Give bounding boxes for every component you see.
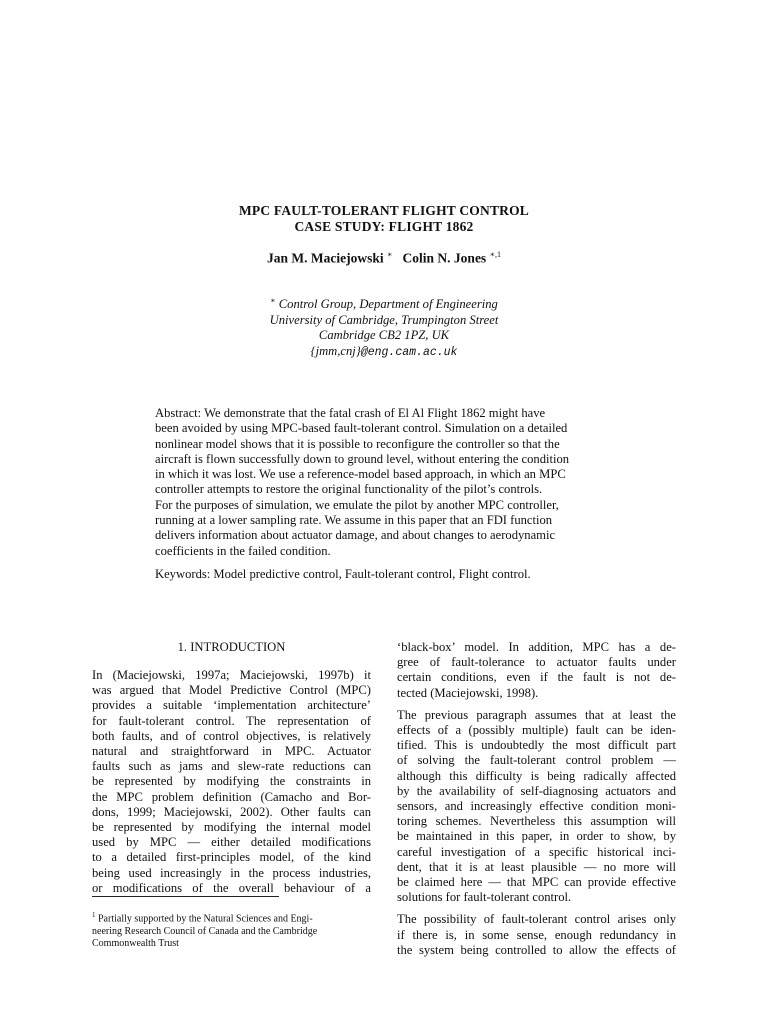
body-line: gree of fault-tolerance to actuator faults under bbox=[397, 655, 676, 670]
right-column-text bbox=[397, 640, 676, 958]
body-line: be represented by modifying the constraints in bbox=[92, 774, 371, 789]
body-line: tified. This is undoubtedly the most difficult part bbox=[397, 738, 676, 753]
author-name: Jan M. Maciejowski bbox=[267, 250, 384, 266]
abstract-line: controller attempts to restore the original functionality of the pilot’s controls. bbox=[155, 482, 543, 497]
abstract-line: in which it was lost. We use a reference-model based approach, in which an MPC bbox=[155, 467, 566, 482]
abstract-line: For the purposes of simulation, we emulate the pilot by another MPC controller, bbox=[155, 497, 559, 512]
abstract-line: running at a lower sampling rate. We assume in this paper that an FDI function bbox=[155, 513, 553, 528]
body-line: In (Maciejowski, 1997a; Maciejowski, 1997b) it bbox=[92, 668, 371, 682]
author-affiliation-mark: ∗ bbox=[386, 250, 393, 259]
abstract-line: Abstract: We demonstrate that the fatal crash of El Al Flight 1862 might have bbox=[155, 406, 546, 420]
body-line: both faults, and of control objectives, is relatively bbox=[92, 728, 371, 743]
title-line-2: CASE STUDY: FLIGHT 1862 bbox=[294, 219, 474, 234]
footnote-line: $^1$ Partially supported by the Natural Sciences and Engi- bbox=[92, 911, 313, 925]
footnote-mark: 1 bbox=[92, 911, 96, 919]
body-line: being used increasingly in the process industries, bbox=[92, 865, 371, 880]
body-line: be maintained in this paper, in order to show, by bbox=[397, 829, 676, 844]
affiliation-block bbox=[0, 293, 768, 360]
abstract-line: coefficients in the failed condition. bbox=[155, 543, 331, 558]
section-heading: 1. INTRODUCTION bbox=[177, 640, 286, 654]
author-name: Colin N. Jones bbox=[402, 250, 487, 266]
body-line: the system being controlled to allow the effects of bbox=[397, 942, 676, 957]
footnote bbox=[92, 909, 371, 951]
body-line: dent, that it is at least plausible — no more will bbox=[397, 859, 676, 874]
body-line: if there is, in some sense, enough redundancy in bbox=[397, 927, 676, 942]
author-affiliation-mark: ∗,1 bbox=[489, 250, 501, 259]
abstract-line: nonlinear model shows that it is possible to reconfigure the controller so that the bbox=[155, 436, 560, 451]
body-line: be claimed here — that MPC can provide effective bbox=[397, 875, 676, 890]
abstract bbox=[155, 406, 613, 559]
body-line: of solving the fault-tolerant control problem — bbox=[397, 753, 676, 768]
abstract-line: delivers information about actuator damage, and about changes to aerodynamic bbox=[155, 528, 556, 543]
footnote-divider bbox=[92, 896, 279, 897]
body-line: dons, 1999; Maciejowski, 2002). Other faults can bbox=[92, 804, 371, 819]
author-list bbox=[0, 250, 768, 267]
body-line: sensors, and increasingly effective condition moni- bbox=[397, 799, 676, 814]
email-address: {jmm,cnj}@eng.cam.ac.uk bbox=[310, 343, 458, 359]
paragraph bbox=[397, 708, 676, 906]
affiliation-line: ∗ Control Group, Department of Engineering bbox=[270, 296, 498, 312]
body-line: by the availability of self-diagnosing actuators and bbox=[397, 783, 676, 798]
affiliation-line: Cambridge CB2 1PZ, UK bbox=[318, 328, 450, 343]
body-line: although this difficulty is being radically affected bbox=[397, 768, 676, 783]
body-line: the MPC problem definition (Camacho and Bor- bbox=[92, 789, 371, 804]
body-line: provides a suitable ‘implementation architecture’ bbox=[92, 698, 371, 713]
body-line: was argued that Model Predictive Control (MPC) bbox=[92, 683, 371, 698]
paper-title bbox=[0, 203, 768, 235]
left-column-text bbox=[92, 668, 371, 896]
body-line: be represented by modifying the internal model bbox=[92, 820, 371, 835]
body-line: for fault-tolerant control. The representation of bbox=[92, 713, 371, 728]
body-line: careful investigation of a specific historical inci- bbox=[397, 844, 676, 859]
body-line: solutions for fault-tolerant control. bbox=[397, 890, 572, 905]
abstract-line: been avoided by using MPC-based fault-tolerant control. Simulation on a detailed bbox=[155, 421, 568, 436]
body-line: toring schemes. Nevertheless this assumption will bbox=[397, 814, 676, 829]
body-line: or modifications of the overall behaviour of a bbox=[92, 880, 371, 895]
body-line: tected (Maciejowski, 1998). bbox=[397, 685, 539, 700]
abstract-line: aircraft is flown successfully down to ground level, without entering the condition bbox=[155, 451, 570, 466]
body-line: The possibility of fault-tolerant control arises only bbox=[397, 912, 676, 927]
affiliation-mark: ∗ bbox=[270, 296, 276, 305]
footnote-line: neering Research Council of Canada and the Cambridge bbox=[92, 925, 318, 937]
body-line: to a detailed first-principles model, of the kind bbox=[92, 850, 371, 865]
footnote-line: Commonwealth Trust bbox=[92, 938, 179, 950]
title-line-1: MPC FAULT-TOLERANT FLIGHT CONTROL bbox=[238, 203, 530, 218]
body-line: faults such as jams and slew-rate reductions can bbox=[92, 759, 371, 774]
body-line: used by MPC — either detailed modifications bbox=[92, 835, 371, 850]
body-line: certain conditions, even if the fault is not de- bbox=[397, 670, 676, 685]
keywords: Keywords: Model predictive control, Fault-tolerant control, Flight control. bbox=[155, 567, 531, 581]
body-line: natural and straightforward in MPC. Actuator bbox=[92, 744, 371, 759]
body-line: ‘black-box’ model. In addition, MPC has a de- bbox=[397, 640, 676, 654]
body-line: effects of a (possibly multiple) fault can be iden- bbox=[397, 723, 676, 738]
body-line: The previous paragraph assumes that at least the bbox=[397, 707, 676, 722]
paragraph bbox=[397, 912, 676, 958]
affiliation-line: University of Cambridge, Trumpington Street bbox=[269, 312, 499, 327]
paragraph bbox=[397, 640, 676, 701]
